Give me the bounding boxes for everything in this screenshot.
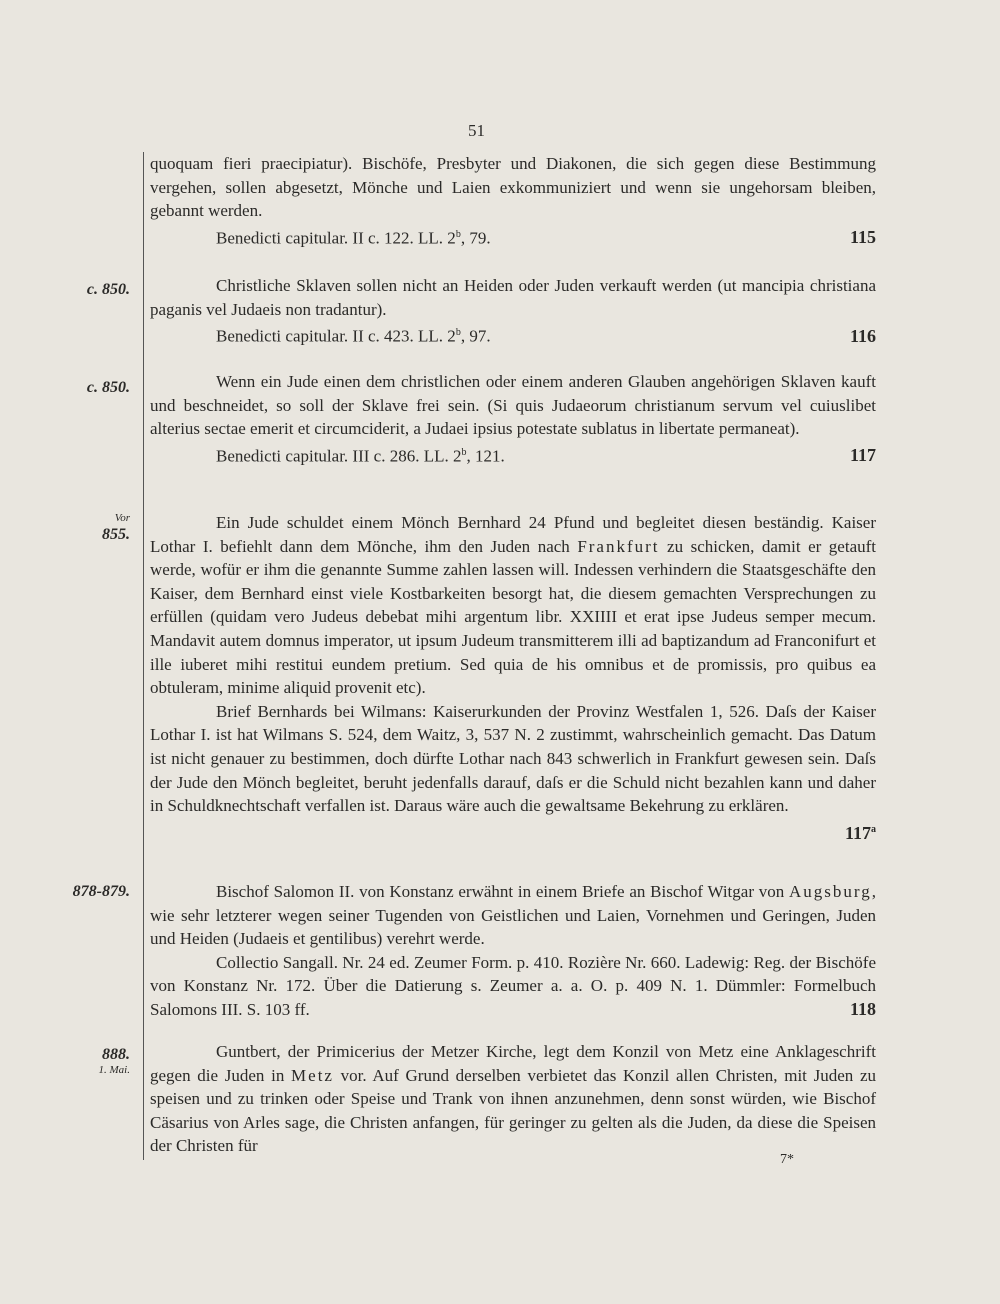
entry-117a <box>150 511 876 845</box>
entry-note: Brief Bernhards bei Wilmans: Kaiserurkunden der Provinz Westfalen 1, 526. Daſs der Kaiser Lothar I. ist hat Wilmans S. 524, dem Waitz, 3, 537 N. 2 zustimmt, wahrscheinlich gemacht. Das Datum ist nicht genauer zu bestimmen, doch dürfte Lothar nach 843 schwerlich in Frankfurt gewesen sein. Daſs der Jude den Mönch begleitet, beruht jedenfalls darauf, daſs er die Schuld nicht bezahlen kann und daher in Schuldknechtschaft verfallen ist. Daraus wäre auch die gewaltsame Bekehrung zu erklären. <box>150 701 876 816</box>
entry-source: Benedicti capitular. III c. 286. LL. 2$^b$, 121. <box>216 446 505 466</box>
margin-date <box>60 1045 130 1077</box>
entry-115 <box>150 152 876 250</box>
entry-source-row <box>216 441 876 468</box>
entry-source-row <box>216 321 876 348</box>
margin-date-year: 888. <box>102 1046 130 1063</box>
entry-text: Bischof Salomon II. von Konstanz erwähnt in einem Briefe an Bischof Witgar von Augsburg, wie sehr letzterer wegen seiner Tugenden von Geistlichen und Laien, Vornehmen und Geringen, Juden und Heiden (Judaeis et gentilibus) verehrt werde. <box>150 882 876 949</box>
entry-116 <box>150 274 876 348</box>
margin-date-prefix: Vor <box>114 512 130 524</box>
entry-number: 115 <box>849 227 876 248</box>
entry-source: Benedicti capitular. II c. 122. LL. 2$^b$, 79. <box>216 228 491 248</box>
margin-date: 878-879. <box>72 883 130 900</box>
margin-date <box>60 512 130 544</box>
entry-number: 116 <box>849 325 876 346</box>
margin-date-year: 855. <box>102 526 130 543</box>
margin-date-day: 1. Mai. <box>98 1064 130 1076</box>
entry-119 <box>150 1040 876 1158</box>
margin-date: c. 850. <box>86 281 130 298</box>
signature-mark: 7* <box>780 1152 794 1167</box>
entry-number: 117 <box>849 445 876 466</box>
entry-text: quoquam fieri praecipiatur). Bischöfe, Presbyter und Diakonen, die sich gegen diese Bestimmung vergehen, sollen abgesetzt, Mönche und Laien exkommuniziert und wenn sie ungehorsam bleiben, gebannt werden. <box>150 154 876 221</box>
entry-117 <box>150 370 876 468</box>
entry-number: 118 <box>849 998 876 1019</box>
entry-text: Wenn ein Jude einen dem christlichen oder einem anderen Glauben angehörigen Sklaven kauft und beschneidet, so soll der Sklave frei sein. (Si quis Judaeorum christianum servum vel cuiuslibet alterius sectae emerit et circumciderit, a Judaei ipsius potestate sublatus in libertate permaneat). <box>150 372 876 439</box>
entry-number: 117$^a$ <box>844 822 876 843</box>
entry-text: Christliche Sklaven sollen nicht an Heiden oder Juden verkauft werden (ut mancipia christiana paganis vel Judaeis non tradantur). <box>150 276 876 319</box>
entry-source: Benedicti capitular. II c. 423. LL. 2$^b$, 97. <box>216 326 491 346</box>
entry-118 <box>150 880 876 1022</box>
entry-text: Guntbert, der Primicerius der Metzer Kirche, legt dem Konzil von Metz eine Anklageschrift gegen die Juden in Metz vor. Auf Grund derselben verbietet das Konzil allen Christen, mit Juden zu speisen und zu trinken oder Speise und Trank von ihnen anzunehmen, denn sonst würden, wie Bischof Cäsarius von Arles sage, die Christen anfangen, für geringer zu gelten als die Juden, da diese die Speisen der Christen für <box>150 1042 877 1156</box>
page-number: 51 <box>468 121 485 140</box>
margin-rule <box>143 152 144 1160</box>
entry-source-row <box>216 223 876 250</box>
entry-note: Collectio Sangall. Nr. 24 ed. Zeumer Form. p. 410. Rozière Nr. 660. Ladewig: Reg. der Bischöfe von Konstanz Nr. 172. Über die Datierung s. Zeumer a. a. O. p. 409 N. 1. Dümmler: Formelbuch Salomons III. S. 103 ff. <box>150 952 876 1019</box>
margin-date: c. 850. <box>86 379 130 396</box>
entry-text: Ein Jude schuldet einem Mönch Bernhard 24 Pfund und begleitet diesen beständig. Kaiser Lothar I. befiehlt dann dem Mönche, ihm den Juden nach Frankfurt zu schicken, damit er getauft werde, wofür er ihm die genannte Summe zahlen lassen will. Indessen verhindern die Staatsgeschäfte den Kaiser, dem Bernhard einst viele Kostbarkeiten besorgt hat, die diesem gemachten Versprechungen zu erfüllen (quidam vero Judeus debebat mihi argentum libr. XXIIII et erat ipse Judeus semper mecum. Mandavit autem domnus imperator, ut ipsum Judeum transmitterem illi ad baptizandum ad Franconifurt et ille iuberet mihi restitui eundem pretium. Sed quia de his omnibus et de promissis, pro quibus ea obtuleram, minime aliquid provenit etc). <box>150 513 876 698</box>
